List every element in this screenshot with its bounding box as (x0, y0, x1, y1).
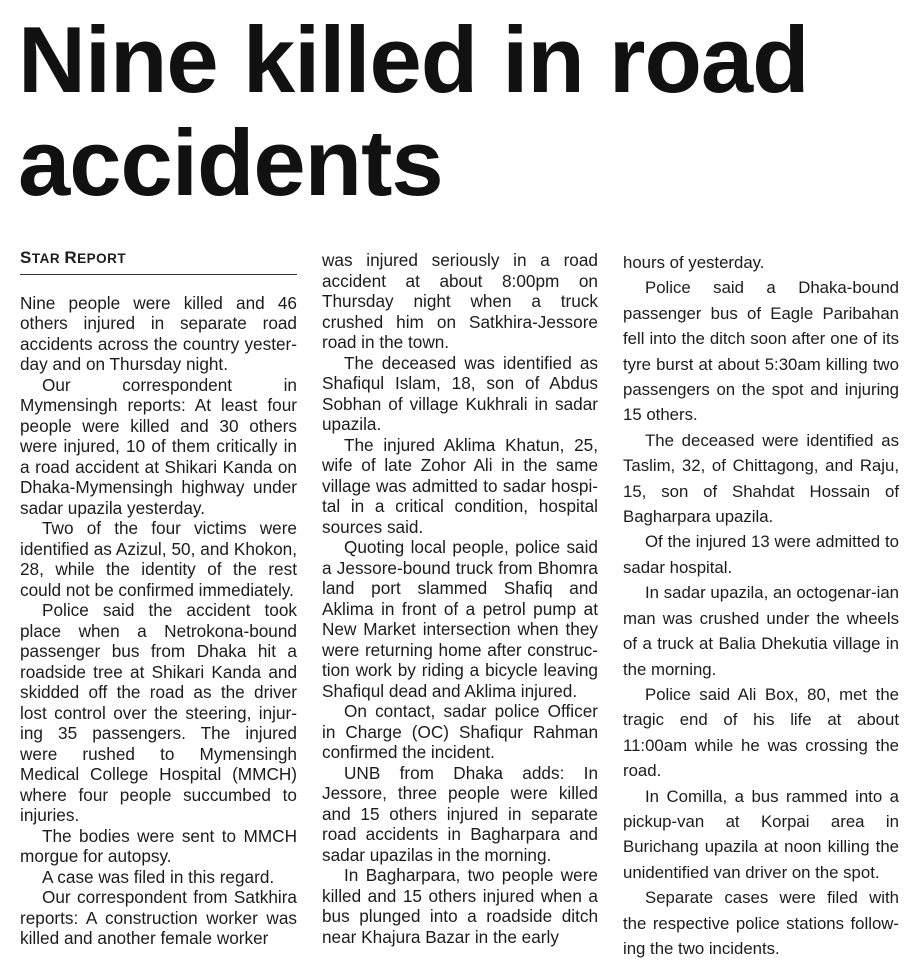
paragraph: Police said Ali Box, 80, met the tragic end of his life at about 11:00am while he was crossing the road. (623, 684, 899, 781)
paragraph: The bodies were sent to MMCH morgue for autopsy. (20, 825, 297, 866)
byline (20, 248, 297, 275)
paragraph: UNB from Dhaka adds: In Jessore, three people were killed and 15 others injured in separate road accidents in Bagharpara and sadar upazilas in the morning. (322, 762, 598, 865)
paragraph: Police said the accident took place when a Netrokona-bound passenger bus from Dhaka hit a roadside tree at Shikari Kanda and skidded off the road as the driver lost control over the steering, injur-ing 35 passengers. The injured were rushed to Mymensingh Medical College Hospital (MMCH) where four people succumbed to injuries. (20, 600, 297, 825)
paragraph: In sadar upazila, an octogenar-ian man was crushed under the wheels of a truck at Balia Dhekutia village in the morning. (623, 583, 899, 679)
byline-cap-2: R (64, 248, 78, 267)
article-column-3 (623, 250, 899, 961)
paragraph: The deceased was identified as Shafiqul Islam, 18, son of Abdus Sobhan of village Kukhrali in sadar upazila. (322, 352, 598, 434)
paragraph: Our correspondent from Satkhira reports: A construction worker was killed and another female worker (20, 887, 297, 948)
paragraph: In Comilla, a bus rammed into a pickup-van at Korpai area in Burichang upazila at noon killing the unidentified van driver on the spot. (623, 786, 899, 882)
paragraph: A case was filed in this regard. (42, 866, 275, 887)
paragraph: Quoting local people, police said a Jessore-bound truck from Bhomra land port slammed Shafiq and Aklima in front of a petrol pump at New Market intersection when they were returning home after construc-tion work by riding a bicycle leaving Shafiqul dead and Aklima injured. (322, 537, 598, 701)
paragraph: The deceased were identified as Taslim, 32, of Chittagong, and Raju, 15, son of Shahdat Hossain of Bagharpara upazila. (623, 430, 899, 527)
article-column-1 (20, 248, 297, 949)
byline-word-2: EPORT (77, 251, 127, 266)
paragraph: Our correspondent in Mymensingh reports: At least four people were killed and 30 others were injured, 10 of them critically in a road accident at Shikari Kanda on Dhaka-Mymensingh highway under sadar upazila yesterday. (20, 374, 297, 518)
paragraph: In Bagharpara, two people were killed and 15 others injured when a bus plunged into a roadside ditch near Khajura Bazar in the early (322, 865, 598, 947)
paragraph: Police said a Dhaka-bound passenger bus of Eagle Paribahan fell into the ditch soon after one of its tyre burst at about 5:30am killing two passengers on the spot and injuring 15 others. (623, 278, 899, 425)
paragraph: hours of yesterday. (623, 253, 765, 272)
article-column-2 (322, 250, 598, 947)
headline: Nine killed in road accidents (18, 7, 809, 215)
paragraph: The injured Aklima Khatun, 25, wife of late Zohor Ali in the same village was admitted to sadar hospi-tal in a critical condition, hospital sources said. (322, 434, 598, 537)
paragraph: Separate cases were filed with the respective police stations follow-ing the two incidents. (623, 888, 899, 958)
paragraph: was injured seriously in a road accident at about 8:00pm on Thursday night when a truck crushed him on Satkhira-Jessore road in the town. (322, 250, 598, 352)
paragraph: On contact, sadar police Officer in Charge (OC) Shafiqur Rahman confirmed the incident. (322, 701, 598, 762)
paragraph: Nine people were killed and 46 others injured in separate road accidents across the country yester-day and on Thursday night. (20, 292, 297, 374)
paragraph: Two of the four victims were identified as Azizul, 50, and Khokon, 28, while the identity of the rest could not be confirmed immediately. (20, 518, 297, 600)
byline-cap-1: S (20, 248, 32, 267)
byline-word-1: TAR (31, 251, 65, 266)
paragraph: Of the injured 13 were admitted to sadar hospital. (623, 532, 899, 577)
